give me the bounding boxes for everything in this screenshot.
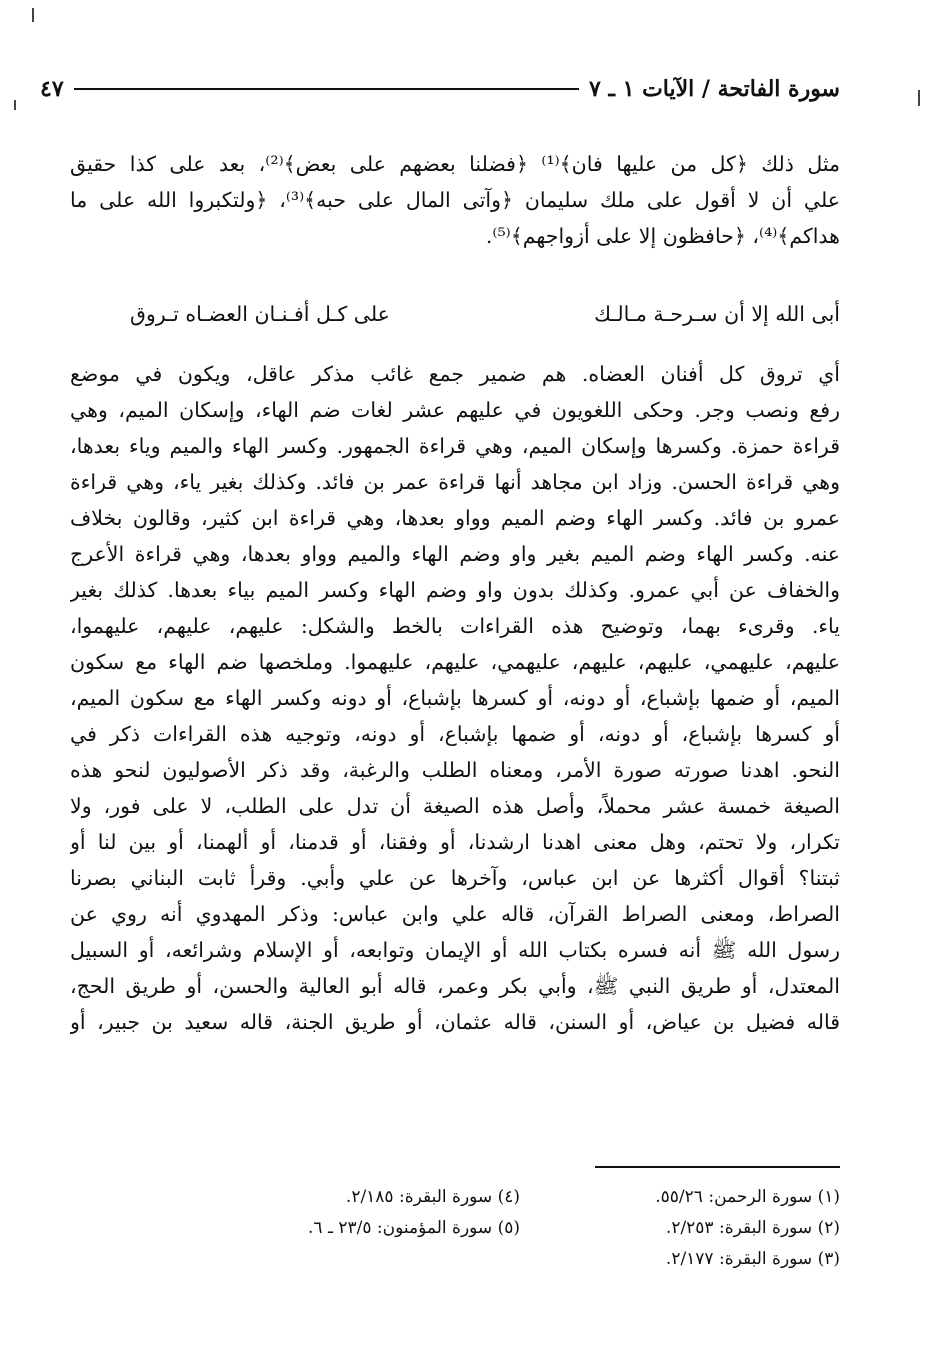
text-line: تكرار، ولا تحتم، وهل معنى اهدنا ارشدنا، أو وفقنا، أو قدمنا، أو ألهمنا، أو بين لنا أو [70,830,840,854]
text-line: والخفاف عن أبي عمرو. وكذلك بدون واو وضم الهاء وكسر الميم بياء بعدها. كذلك بغير [70,578,840,602]
footnote: (٣) سورة البقرة: ٢/١٧٧. [665,1249,840,1269]
text-line: أو كسرها بإشباع، أو دونه، أو ضمها بإشباع، أو دونه، وتوجيه هذه القراءات ذكر في [70,722,840,746]
footnotes-column-left [308,1182,520,1244]
text-line: أي تروق كل أفنان العضاه. هم ضمير جمع غائب مذكر عاقل، ويكون في موضع [70,362,840,386]
verse-second-hemistich: على كـل أفـنـان العضـاه تـروق [130,302,390,326]
footnote-separator [595,1166,840,1168]
header-rule [74,88,579,90]
text-line: عمرو بن فائد. وكسر الهاء وضم الميم وواو بعدها، وهي قراءة ابن كثير، وقالون بخلاف [70,506,840,530]
running-header [40,72,840,106]
text-line: الصيغة خمسة عشر محملاً، وأصل هذه الصيغة أن تدل على الطلب، لا على فور، ولا [70,794,840,818]
footnotes-column-right [655,1182,840,1275]
page-number: ٤٧ [40,76,64,102]
text-line: قراءة حمزة. وكسرها وإسكان الميم، وهي قراءة الجمهور. وكسر الهاء والميم وياء بعدها، [70,434,840,458]
text-line: الميم، أو ضمها بإشباع، أو دونه، أو كسرها بإشباع، أو دونه وكسر الهاء مع سكون الميم، [70,686,840,710]
poetry-verse [70,296,840,332]
text-line: المعتدل، أو طريق النبي ﷺ، وأبي بكر وعمر، قاله أبو العالية والحسن، أو طريق الحج، [70,974,840,998]
scan-speck [32,8,34,22]
text-line: قاله فضيل بن عياض، أو السنن، قاله عثمان، أو طريق الجنة، قاله سعيد بن جبير، أو [70,1010,840,1034]
text-line: علي أن لا أقول على ملك سليمان ﴿وآتى المال على حبه﴾⁽³⁾، ﴿ولتكبروا الله على ما [70,188,840,212]
text-line: الصراط، ومعنى الصراط القرآن، قاله علي وابن عباس: وذكر المهدوي أنه روي عن [70,902,840,926]
text-line: عليهم، عليهمي، عليهم، عليهم، عليهمي، عليهم، عليهموا. وملخصها ضم الهاء مع سكون [70,650,840,674]
text-line: ثبتنا؟ أقوال أكثرها عن ابن عباس، وآخرها عن علي وأبي. وقرأ ثابت البناني بصرنا [70,866,840,890]
text-line: هداكم﴾⁽⁴⁾، ﴿حافظون إلا على أزواجهم﴾⁽⁵⁾. [485,224,840,248]
text-line: مثل ذلك ﴿كل من عليها فان﴾⁽¹⁾ ﴿فضلنا بعضهم على بعض﴾⁽²⁾، بعد على كذا حقيق [70,152,840,176]
text-line: النحو. اهدنا صورته صورة الأمر، ومعناه الطلب والرغبة، وقد ذكر الأصوليون لنحو هذه [70,758,840,782]
paragraph-1 [70,146,840,254]
footnote: (١) سورة الرحمن: ٥٥/٢٦. [655,1187,840,1207]
footnote: (٤) سورة البقرة: ٢/١٨٥. [345,1187,520,1207]
verse-first-hemistich: أبى الله إلا أن سـرحـة مـالـك [594,302,840,326]
text-line: ياء. وقرىء بهما، وتوضيح هذه القراءات بالخط والشكل: عليهم، عليهم، عليهموا، [70,614,840,638]
scan-speck [14,100,16,110]
text-line: وهي قراءة الحسن. وزاد ابن مجاهد أنها قراءة عمر بن فائد. وكذلك بغير ياء، وهي قراءة [70,470,840,494]
text-line: رفع ونصب وجر. وحكى اللغويون في عليهم عشر لغات ضم الهاء، وإسكان الميم، وهي [70,398,840,422]
text-line: عنه. وكسر الهاء وضم الميم بغير واو وضم الهاء والميم وواو بعدها، وهي قراءة الأعرج [70,542,840,566]
text-line: رسول الله ﷺ أنه فسره بكتاب الله أو الإيمان وتوابعه، أو الإسلام وشرائعه، أو السبيل [70,938,840,962]
paragraph-2 [70,356,840,1040]
footnote: (٢) سورة البقرة: ٢/٢٥٣. [665,1218,840,1238]
scan-speck [918,90,920,106]
footnote: (٥) سورة المؤمنون: ٢٣/٥ ـ ٦. [308,1218,520,1238]
chapter-title: سورة الفاتحة / الآيات ١ ـ ٧ [588,76,840,102]
